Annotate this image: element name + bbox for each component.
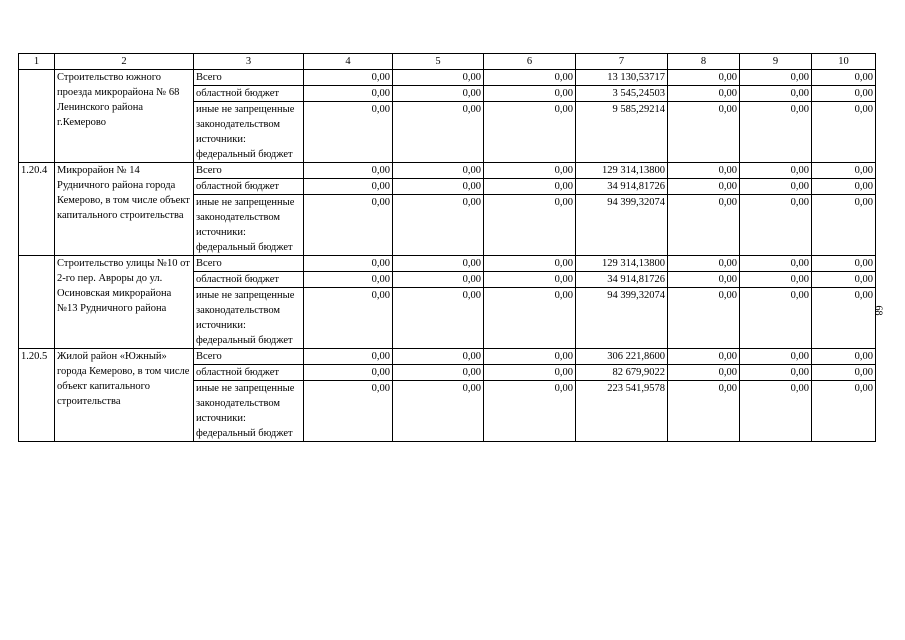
amount-cell: 0,00 [484,70,576,86]
amount-cell: 0,00 [484,381,576,442]
column-header: 8 [668,54,740,70]
amount-cell: 0,00 [393,179,484,195]
amount-cell: 0,00 [304,381,393,442]
amount-cell: 0,00 [393,349,484,365]
amount-cell: 0,00 [812,163,876,179]
table-row [19,163,876,179]
amount-cell: 0,00 [304,102,393,163]
amount-cell: 0,00 [812,195,876,256]
funding-source: областной бюджет [194,272,304,288]
table-row [19,70,876,86]
amount-cell: 0,00 [668,179,740,195]
amount-cell: 0,00 [740,349,812,365]
amount-cell: 0,00 [812,86,876,102]
amount-cell: 0,00 [668,349,740,365]
object-name: Строительство южного проезда микрорайона № 68 Ленинского района г.Кемерово [55,70,194,163]
amount-cell: 34 914,81726 [576,179,668,195]
amount-cell: 0,00 [304,195,393,256]
amount-cell: 0,00 [812,179,876,195]
amount-cell: 0,00 [812,256,876,272]
column-header: 3 [194,54,304,70]
amount-cell: 0,00 [668,163,740,179]
amount-cell: 94 399,32074 [576,195,668,256]
amount-cell: 0,00 [484,288,576,349]
column-header: 4 [304,54,393,70]
amount-cell: 0,00 [740,381,812,442]
object-name: Жилой район «Южный» города Кемерово, в том числе объект капитального строительства [55,349,194,442]
amount-cell: 0,00 [393,86,484,102]
amount-cell: 0,00 [812,349,876,365]
row-number: 1.20.5 [19,349,55,442]
column-header: 2 [55,54,194,70]
amount-cell: 0,00 [668,102,740,163]
amount-cell: 0,00 [740,179,812,195]
amount-cell: 0,00 [740,70,812,86]
object-name: Микрорайон № 14 Рудничного района города Кемерово, в том числе объект капитального строительства [55,163,194,256]
amount-cell: 0,00 [740,288,812,349]
amount-cell: 0,00 [484,86,576,102]
amount-cell: 0,00 [812,102,876,163]
amount-cell: 0,00 [393,288,484,349]
column-header: 7 [576,54,668,70]
amount-cell: 0,00 [668,195,740,256]
amount-cell: 129 314,13800 [576,163,668,179]
amount-cell: 0,00 [668,381,740,442]
column-header: 5 [393,54,484,70]
amount-cell: 0,00 [484,272,576,288]
amount-cell: 0,00 [393,195,484,256]
amount-cell: 0,00 [304,272,393,288]
amount-cell: 0,00 [812,272,876,288]
amount-cell: 223 541,9578 [576,381,668,442]
amount-cell: 0,00 [304,163,393,179]
funding-source: иные не запрещенные законодательством источники: федеральный бюджет [194,288,304,349]
amount-cell: 0,00 [668,288,740,349]
funding-source: иные не запрещенные законодательством источники: федеральный бюджет [194,195,304,256]
amount-cell: 0,00 [393,381,484,442]
amount-cell: 0,00 [668,70,740,86]
amount-cell: 0,00 [304,288,393,349]
table-row [19,256,876,272]
funding-source: областной бюджет [194,365,304,381]
column-header: 6 [484,54,576,70]
budget-table [18,53,876,442]
funding-source: иные не запрещенные законодательством источники: федеральный бюджет [194,102,304,163]
amount-cell: 0,00 [812,365,876,381]
amount-cell: 0,00 [484,102,576,163]
amount-cell: 0,00 [668,86,740,102]
amount-cell: 0,00 [740,86,812,102]
amount-cell: 0,00 [740,272,812,288]
amount-cell: 0,00 [740,102,812,163]
amount-cell: 0,00 [393,163,484,179]
amount-cell: 0,00 [304,179,393,195]
amount-cell: 0,00 [393,256,484,272]
amount-cell: 0,00 [484,365,576,381]
amount-cell: 0,00 [484,256,576,272]
funding-source: иные не запрещенные законодательством источники: федеральный бюджет [194,381,304,442]
amount-cell: 0,00 [484,195,576,256]
amount-cell: 0,00 [812,70,876,86]
amount-cell: 129 314,13800 [576,256,668,272]
amount-cell: 34 914,81726 [576,272,668,288]
amount-cell: 0,00 [668,272,740,288]
amount-cell: 82 679,9022 [576,365,668,381]
amount-cell: 9 585,29214 [576,102,668,163]
column-header: 9 [740,54,812,70]
page-number: 68 [872,305,884,316]
amount-cell: 306 221,8600 [576,349,668,365]
amount-cell: 94 399,32074 [576,288,668,349]
funding-source: Всего [194,349,304,365]
amount-cell: 0,00 [393,70,484,86]
object-name: Строительство улицы №10 от 2-го пер. Авроры до ул. Осиновская микрорайона №13 Рудничного района [55,256,194,349]
amount-cell: 0,00 [484,163,576,179]
column-header: 1 [19,54,55,70]
amount-cell: 0,00 [668,256,740,272]
row-number [19,70,55,163]
amount-cell: 3 545,24503 [576,86,668,102]
table-row [19,349,876,365]
amount-cell: 0,00 [304,365,393,381]
funding-source: Всего [194,70,304,86]
amount-cell: 0,00 [304,86,393,102]
funding-source: Всего [194,163,304,179]
row-number [19,256,55,349]
funding-source: областной бюджет [194,179,304,195]
amount-cell: 0,00 [812,381,876,442]
amount-cell: 0,00 [668,365,740,381]
amount-cell: 0,00 [740,195,812,256]
amount-cell: 0,00 [304,70,393,86]
amount-cell: 0,00 [393,365,484,381]
amount-cell: 13 130,53717 [576,70,668,86]
amount-cell: 0,00 [812,288,876,349]
amount-cell: 0,00 [484,179,576,195]
amount-cell: 0,00 [304,349,393,365]
header-row [19,54,876,70]
funding-source: областной бюджет [194,86,304,102]
funding-source: Всего [194,256,304,272]
amount-cell: 0,00 [393,272,484,288]
column-header: 10 [812,54,876,70]
amount-cell: 0,00 [393,102,484,163]
amount-cell: 0,00 [740,256,812,272]
amount-cell: 0,00 [740,163,812,179]
amount-cell: 0,00 [484,349,576,365]
amount-cell: 0,00 [304,256,393,272]
row-number: 1.20.4 [19,163,55,256]
amount-cell: 0,00 [740,365,812,381]
